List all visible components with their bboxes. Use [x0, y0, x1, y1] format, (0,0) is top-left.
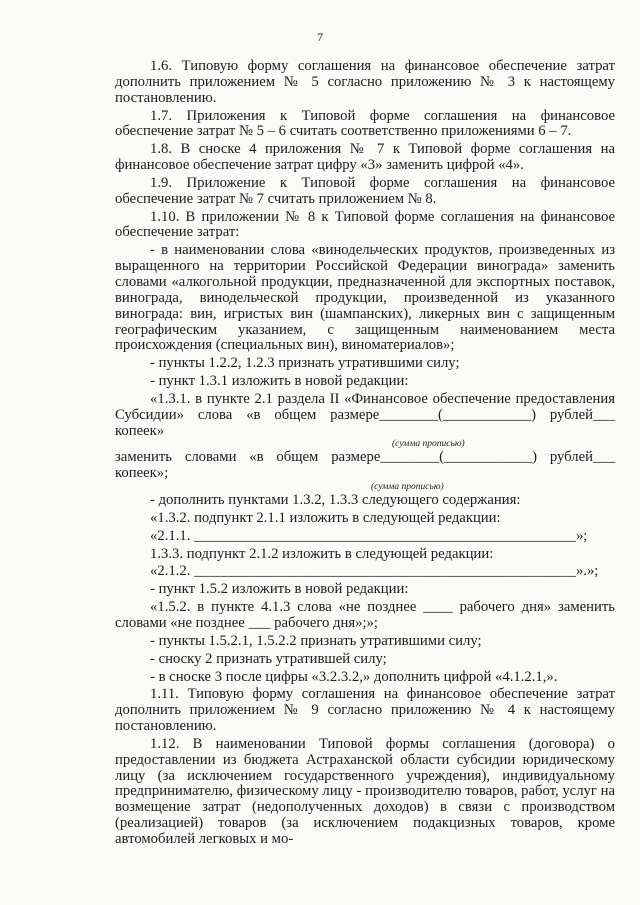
- sum-in-words-hint-2: (сумма прописью): [371, 482, 444, 493]
- paragraph-replace-words: заменить словами «в общем размере________(____________) рублей___ копеек»;: [115, 449, 615, 482]
- paragraph-footnote-3: - в сноске 3 после цифры «3.2.3.2,» дополнить цифрой «4.1.2.1,».: [150, 668, 558, 685]
- paragraph-1-9: 1.9. Приложение к Типовой форме соглашения на финансовое обеспечение затрат № 7 считать приложением № 8.: [115, 174, 615, 207]
- document-body: [115, 59, 615, 850]
- paragraph-point-1-5-2: - пункт 1.5.2 изложить в новой редакции:: [150, 581, 409, 598]
- paragraph-1-8: 1.8. В сноске 4 приложения № 7 к Типовой форме соглашения на финансовое обеспечение затрат цифру «3» заменить цифрой «4».: [115, 141, 615, 174]
- paragraph-1-3-3: 1.3.3. подпункт 2.1.2 изложить в следующей редакции:: [150, 545, 494, 562]
- paragraph-1-12: 1.12. В наименовании Типовой формы соглашения (договора) о предоставлении из бюджета Астраханской области субсидии юридическому лицу (за исключением государственного учреждения), индивидуальному предпринимателю, физическому лицу - производителю товаров, работ, услуг на возмещение затрат (недополученных доходов) в связи с производством (реализацией) товаров (за исключением подакцизных товаров, кроме автомобилей легковых и мо-: [115, 735, 615, 847]
- hint-row-1: [115, 439, 615, 450]
- sum-in-words-hint: (сумма прописью): [392, 439, 465, 450]
- paragraph-1-10: 1.10. В приложении № 8 к Типовой форме соглашения на финансовое обеспечение затрат:: [115, 208, 615, 241]
- paragraph-add-points: - дополнить пунктами 1.3.2, 1.3.3 следующего содержания:: [150, 492, 521, 509]
- paragraph-1-7: 1.7. Приложения к Типовой форме соглашения на финансовое обеспечение затрат № 5 – 6 считать соответственно приложениями 6 – 7.: [115, 107, 615, 140]
- paragraph-point-1-3-1: - пункт 1.3.1 изложить в новой редакции:: [150, 373, 409, 390]
- hint-row-2: [115, 482, 615, 493]
- paragraph-footnote-2: - сноску 2 признать утратившей силу;: [150, 650, 387, 667]
- paragraph-1-3-2: «1.3.2. подпункт 2.1.1 изложить в следующей редакции:: [150, 509, 501, 526]
- paragraph-2-1-1: «2.1.1. ____________________________________________________»;: [150, 527, 588, 544]
- paragraph-quote-1-3-1: «1.3.1. в пункте 2.1 раздела II «Финансовое обеспечение предоставления Субсидии» слова «в общем размере________(____________) рублей___ копеек»: [115, 390, 615, 439]
- paragraph-points-1-2-2: - пункты 1.2.2, 1.2.3 признать утратившими силу;: [150, 355, 460, 372]
- paragraph-quote-1-5-2: «1.5.2. в пункте 4.1.3 слова «не позднее ____ рабочего дня» заменить словами «не позднее ___ рабочего дня»;»;: [115, 599, 615, 631]
- page-number: 7: [317, 30, 323, 44]
- paragraph-1-10-name-change: - в наименовании слова «винодельческих продуктов, произведенных из выращенного на территории Российской Федерации винограда» заменить словами «алкогольной продукции, предназначенной для экспортных поставок, винограда, винодельческой продукции, произведенной из указанного винограда: вин, игристых вин (шампанских), ликерных вин с защищенным географическим указанием, с защищенным наименованием места происхождения (специальных вин), виноматериалов»;: [115, 242, 615, 354]
- paragraph-1-6: 1.6. Типовую форму соглашения на финансовое обеспечение затрат дополнить приложением № 5 согласно приложению № 3 к настоящему постановлению.: [115, 58, 615, 106]
- paragraph-2-1-2: «2.1.2. ____________________________________________________».»;: [150, 563, 599, 580]
- paragraph-points-1-5-2-1: - пункты 1.5.2.1, 1.5.2.2 признать утратившими силу;: [150, 632, 482, 649]
- paragraph-1-11: 1.11. Типовую форму соглашения на финансовое обеспечение затрат дополнить приложением № 9 согласно приложению № 4 к настоящему постановлению.: [115, 686, 615, 735]
